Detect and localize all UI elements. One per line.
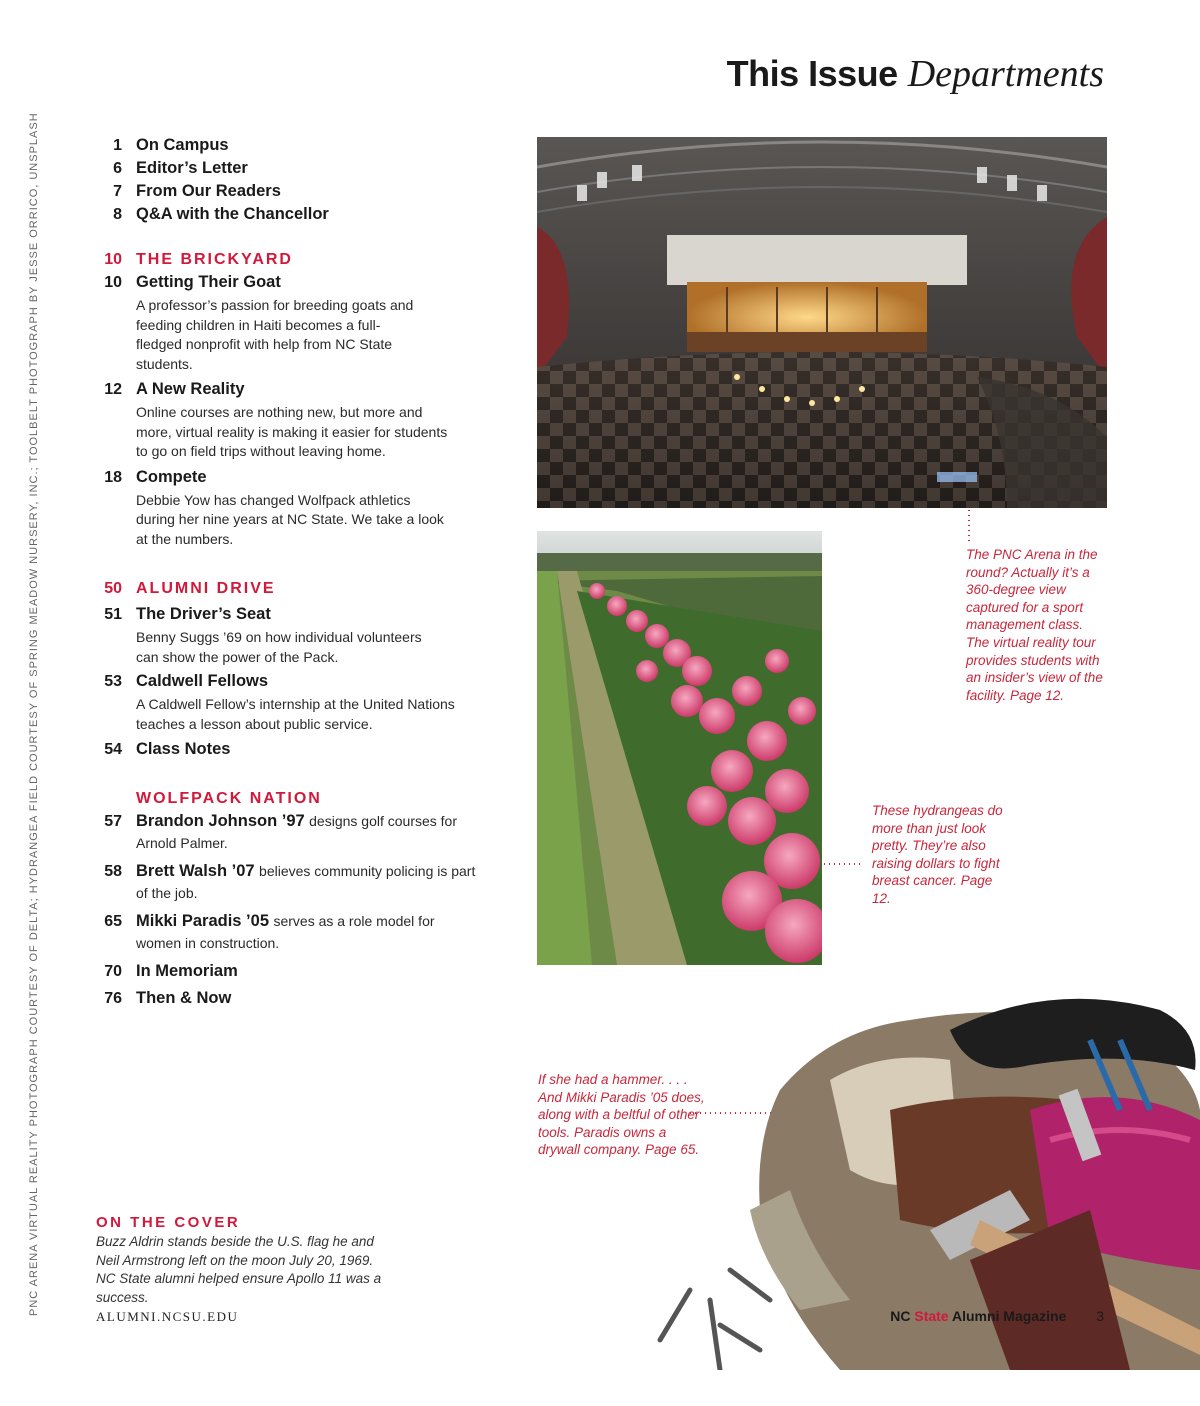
footer-url[interactable]: ALUMNI.NCSU.EDU <box>96 1309 239 1324</box>
toc-page-number: 58 <box>104 863 122 880</box>
toc-page-number: 7 <box>113 183 122 200</box>
toc-page-number: 51 <box>104 606 122 623</box>
toc-title: Then & Now <box>136 989 232 1007</box>
page-number: 3 <box>1096 1308 1104 1324</box>
toc-title: Getting Their Goat <box>136 273 281 291</box>
toc-page-number: 70 <box>104 963 122 980</box>
toc-title: Brandon Johnson ’97 <box>136 812 305 830</box>
footer-brand-rest: Alumni Magazine <box>948 1308 1067 1324</box>
toc-title: Caldwell Fellows <box>136 672 269 690</box>
toc-page-number: 57 <box>104 813 122 830</box>
arena-caption: The PNC Arena in the round? Actually it’s a 360-degree view captured for a sport management class. The virtual reality tour provides students with an insider’s view of the facility. Page 12. <box>966 547 1103 703</box>
toc-title: A New Reality <box>136 380 245 398</box>
toc-page-number: 6 <box>113 160 122 177</box>
section-heading: WOLFPACK NATION <box>136 790 322 807</box>
toc-description: believes community policing is part of the job. <box>136 863 476 901</box>
toc-page-number: 65 <box>104 913 122 930</box>
toc-page-number: 8 <box>113 206 122 223</box>
hydrangea-caption: These hydrangeas do more than just look pretty. They’re also raising dollars to fight breast cancer. Page 12. <box>872 803 1003 906</box>
toc-description: Benny Suggs ’69 on how individual volunteers can show the power of the Pack. <box>136 629 422 665</box>
toc-title: In Memoriam <box>136 962 238 980</box>
toc-page-number: 10 <box>104 274 122 291</box>
section-page-number: 10 <box>104 251 122 268</box>
toc-description: serves as a role model for women in construction. <box>136 913 435 951</box>
toolbelt-caption: If she had a hammer. . . . And Mikki Paradis ’05 does, along with a beltful of other tools. Paradis owns a drywall company. Page 65. <box>538 1072 705 1158</box>
toc-title: Editor’s Letter <box>136 159 248 177</box>
footer-brand-state: State <box>914 1308 949 1324</box>
header-title-bold: This Issue <box>726 53 898 94</box>
toc-page-number: 53 <box>104 673 122 690</box>
toc-description: A professor’s passion for breeding goats and feeding children in Haiti becomes a full-fledged nonprofit with help from NC State students. <box>136 297 414 372</box>
toc-description: A Caldwell Fellow’s internship at the United Nations teaches a lesson about public service. <box>136 696 455 732</box>
section-heading: ALUMNI DRIVE <box>136 580 276 597</box>
photo-credit: PNC ARENA VIRTUAL REALITY PHOTOGRAPH COURTESY OF DELTA; HYDRANGEA FIELD COURTESY OF SPRING MEADOW NURSERY, INC.; TOOLBELT PHOTOGRAPH BY JESSE ORRICO, UNSPLASH <box>28 112 40 1316</box>
toc-page-number: 18 <box>104 468 122 486</box>
toc-description: Debbie Yow has changed Wolfpack athletics during her nine years at NC State. We take a look at the numbers. <box>136 491 444 547</box>
toc-title: Compete <box>136 467 207 486</box>
toc-title: From Our Readers <box>136 182 281 200</box>
toc-description: designs golf courses for Arnold Palmer. <box>136 813 457 851</box>
cover-heading: ON THE COVER <box>96 1214 241 1231</box>
cover-text: Buzz Aldrin stands beside the U.S. flag he and Neil Armstrong left on the moon July 20, 1969. NC State alumni helped ensure Apollo 11 was a success. <box>96 1234 382 1305</box>
toc-page-number: 1 <box>113 137 122 154</box>
footer-brand-nc: NC <box>890 1308 915 1324</box>
toc-page-number: 76 <box>104 990 122 1007</box>
toc-title: The Driver’s Seat <box>136 605 271 623</box>
section-heading: THE BRICKYARD <box>136 251 293 268</box>
toc-title: Q&A with the Chancellor <box>136 205 329 223</box>
toc-page-number: 12 <box>104 381 122 398</box>
toc-title: On Campus <box>136 136 229 154</box>
section-page-number: 50 <box>104 580 122 597</box>
toc-title: Brett Walsh ’07 <box>136 862 255 880</box>
footer-magazine <box>890 1308 1104 1324</box>
toc-title: Class Notes <box>136 740 231 758</box>
toc-page-number: 54 <box>104 741 122 758</box>
toc-title: Mikki Paradis ’05 <box>136 912 269 930</box>
toc-description: Online courses are nothing new, but more and more, virtual reality is making it easier for students to go on field trips without leaving home. <box>136 404 448 459</box>
on-the-cover <box>96 1214 386 1307</box>
header-title-italic: Departments <box>907 53 1104 95</box>
